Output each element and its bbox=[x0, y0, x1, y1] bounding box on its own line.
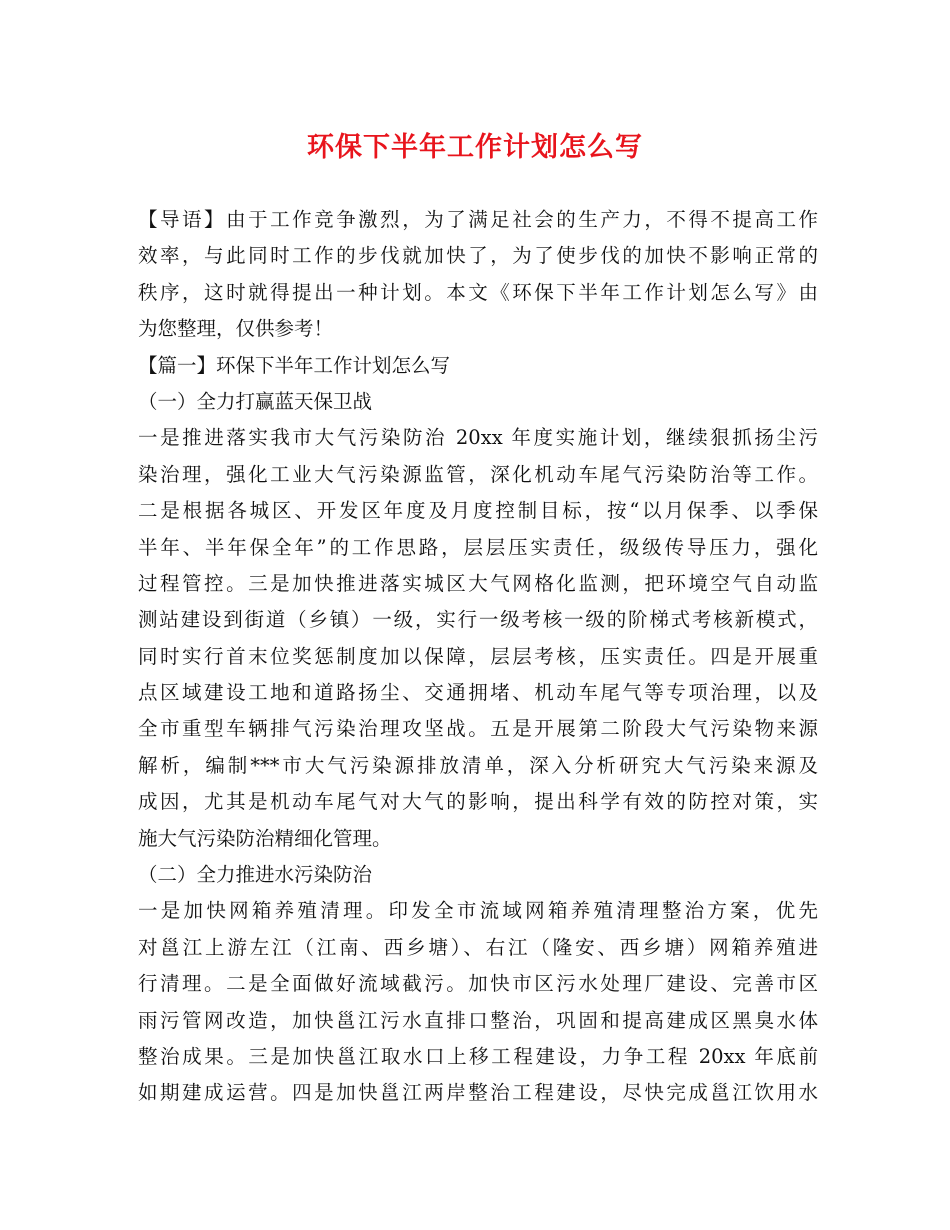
body-line: 施大气污染防治精细化管理。 bbox=[138, 826, 392, 850]
body-line: 测站建设到街道（乡镇）一级，实行一级考核一级的阶梯式考核新模式， bbox=[138, 608, 818, 632]
body-line: 过程管控。三是加快推进落实城区大气网格化监测，把环境空气自动监 bbox=[138, 571, 818, 595]
body-line: 整治成果。三是加快邕江取水口上移工程建设，力争工程 20xx 年底前 bbox=[138, 1044, 818, 1068]
body-line: 点区域建设工地和道路扬尘、交通拥堵、机动车尾气等专项治理，以及 bbox=[138, 681, 818, 705]
body-line: 一是加快网箱养殖清理。印发全市流域网箱养殖清理整治方案，优先 bbox=[138, 899, 818, 923]
body-line: 为您整理，仅供参考！ bbox=[138, 317, 334, 341]
document-title: 环保下半年工作计划怎么写 bbox=[307, 132, 643, 163]
body-line: 全市重型车辆排气污染治理攻坚战。五是开展第二阶段大气污染物来源 bbox=[138, 717, 818, 741]
body-line: 解析，编制***市大气污染源排放清单，深入分析研究大气污染来源及 bbox=[138, 753, 818, 777]
body-line: 二是根据各城区、开发区年度及月度控制目标，按“以月保季、以季保 bbox=[138, 499, 818, 523]
body-line: 半年、半年保全年”的工作思路，层层压实责任，级级传导压力，强化 bbox=[138, 535, 818, 559]
body-line: 成因，尤其是机动车尾气对大气的影响，提出科学有效的防控对策，实 bbox=[138, 790, 818, 814]
body-line: 对邕江上游左江（江南、西乡塘）、右江（隆安、西乡塘）网箱养殖进 bbox=[138, 935, 818, 959]
body-line: 【篇一】环保下半年工作计划怎么写 bbox=[138, 353, 451, 377]
body-line: 效率，与此同时工作的步伐就加快了，为了使步伐的加快不影响正常的 bbox=[138, 244, 818, 268]
body-line: 染治理，强化工业大气污染源监管，深化机动车尾气污染防治等工作。 bbox=[138, 462, 818, 486]
body-line: 如期建成运营。四是加快邕江两岸整治工程建设，尽快完成邕江饮用水 bbox=[138, 1081, 818, 1105]
body-line: 秩序，这时就得提出一种计划。本文《环保下半年工作计划怎么写》由 bbox=[138, 280, 818, 304]
body-line: 一是推进落实我市大气污染防治 20xx 年度实施计划，继续狠抓扬尘污 bbox=[138, 426, 818, 450]
body-line: 行清理。二是全面做好流域截污。加快市区污水处理厂建设、完善市区 bbox=[138, 972, 818, 996]
body-line: 同时实行首末位奖惩制度加以保障，层层考核，压实责任。四是开展重 bbox=[138, 644, 818, 668]
body-line: （二）全力推进水污染防治 bbox=[138, 863, 373, 887]
body-line: 【导语】由于工作竞争激烈，为了满足社会的生产力，不得不提高工作 bbox=[138, 208, 818, 231]
document-body bbox=[138, 202, 818, 1112]
body-line: 雨污管网改造，加快邕江污水直排口整治，巩固和提高建成区黑臭水体 bbox=[138, 1008, 818, 1032]
body-line: （一）全力打赢蓝天保卫战 bbox=[138, 389, 373, 413]
